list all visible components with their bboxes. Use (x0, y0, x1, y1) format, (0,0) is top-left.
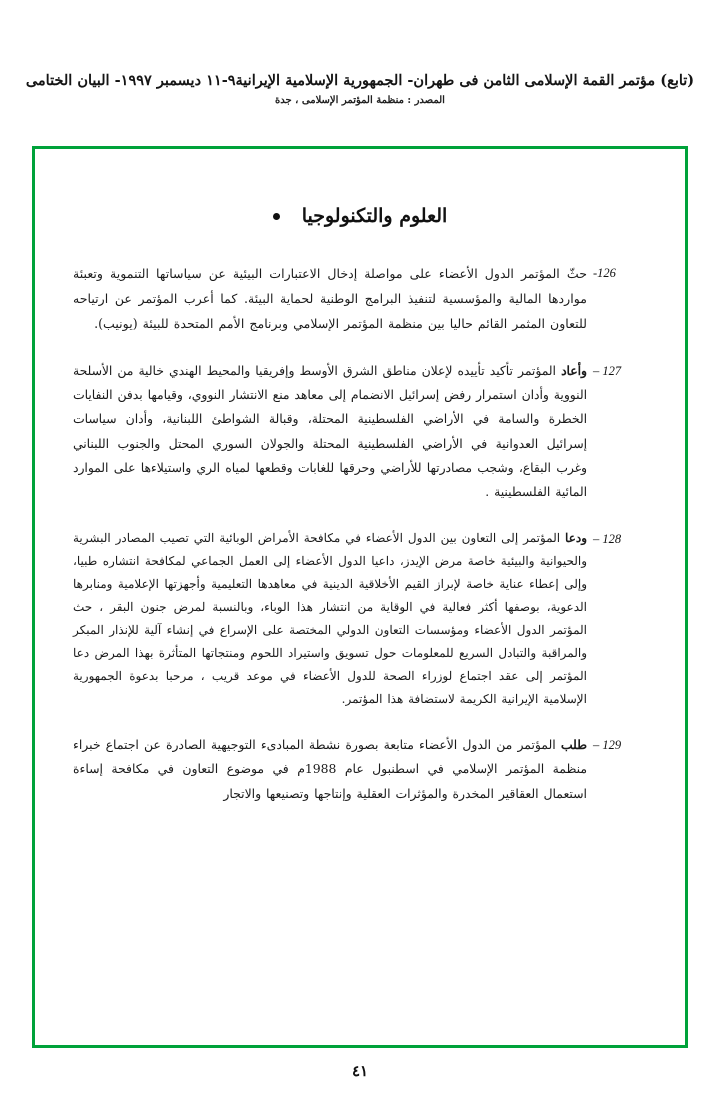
paragraph-body-text: المؤتمر إلى التعاون بين الدول الأعضاء في مكافحة الأمراض الوبائية التي تصيب المصادر البشرية والحيوانية والبيئية خاصة مرض الإيدز، داعيا الدول الأعضاء إلى العمل الجماعي لمكافحة انتشاره طبيا، وإلى إعطاء عناية خاصة لإبراز القيم الأخلاقية الدينية في معاهدها التعليمية وأجهزتها الإعلامية ومنابرها الدعوية، بوصفها أكثر فعالية في الوقاية من انتشار هذا الوباء، وبالنسبة لمرض جنون البقر ، حث المؤتمر الدول الأعضاء ومؤسسات التعاون الدولي المختصة على الإسراع في إنشاء آلية للإنذار المبكر والمراقبة والتبادل السريع للمعلومات حول تسويق واستيراد اللحوم ومنتجاتها المتأثرة بهذا المرض دعا المؤتمر إلى عقد اجتماع لوزراء الصحة للدول الأعضاء في موعد قريب ، مرحبا بدعوة الجمهورية الإسلامية الإيرانية الكريمة لاستضافة هذا المؤتمر. (73, 530, 587, 706)
paragraph-lead-word: ودعا (565, 530, 587, 545)
paragraph-128 (73, 527, 647, 711)
section-title-text: العلوم والتكنولوجيا (301, 205, 448, 227)
paragraph-lead-word: طلب (560, 736, 587, 752)
paragraph-127 (73, 359, 647, 505)
paragraph-text (73, 359, 587, 505)
section-heading (73, 205, 647, 227)
paragraph-body-text: حثّ المؤتمر الدول الأعضاء على مواصلة إدخال الاعتبارات البيئية عن سياساتها التنموية وتعبئة مواردها المالية والمؤسسية لتنفيذ البرامج الوطنية لحماية البيئة. كما أعرب المؤتمر عن ارتياحه للتعاون المثمر القائم حاليا بين منظمة المؤتمر الإسلامي وبرنامج الأمم المتحدة للبيئة (يونيب). (73, 266, 587, 332)
paragraph-lead-word: وأعاد (561, 362, 587, 378)
page-number: ٤١ (351, 1062, 369, 1080)
page-header (0, 72, 720, 106)
bullet-point-icon (273, 213, 280, 220)
header-title-line: (تابع) مؤتمر القمة الإسلامى الثامن فى طهران- الجمهورية الإسلامية الإيرانية٩-١١ ديسمبر ١٩٩٧- البيان الختامى (25, 72, 695, 89)
paragraph-number: 127 – (593, 363, 622, 378)
content-frame-inner (39, 153, 681, 1041)
content-frame (32, 146, 688, 1048)
paragraph-number: 128 – (593, 531, 622, 546)
paragraph-text (73, 261, 587, 337)
paragraph-text (73, 527, 587, 711)
paragraph-body-text: المؤتمر من الدول الأعضاء متابعة بصورة نشطة المبادىء التوجيهية الصادرة عن اجتماع خبراء منظمة المؤتمر الإسلامي في اسطنبول عام 1988م في موضوع التعاون في مكافحة إساءة استعمال العقاقير المخدرة والمؤثرات العقلية وإنتاجها وتصنيعها والاتجار (73, 736, 587, 801)
paragraph-body-text: المؤتمر تأكيد تأييده لإعلان مناطق الشرق الأوسط وإفريقيا والمحيط الهندي خالية من الأسلحة النووية وأدان استمرار رفض إسرائيل الانضمام إلى معاهد منع الانتشار النووي، وقيامها بدفن النفايات الخطرة والسامة في الأراضي الفلسطينية المحتلة، وقبالة الشواطئ اللبنانية، وأدان سياسات إسرائيل العدوانية في الأراضي الفلسطينية المحتلة والجولان السوري المحتل والجنوب اللبناني وغرب البقاع، وشجب مصادرتها للأراضي وحرقها للغابات وقطعها لمياه الري واستيلاءها على الموارد المائية الفلسطينية . (73, 363, 587, 500)
paragraph-126 (73, 261, 647, 337)
paragraph-number: 126- (593, 266, 616, 280)
header-source-line: المصدر : منظمة المؤتمر الإسلامى ، جدة (275, 95, 445, 106)
paragraph-text (73, 733, 587, 807)
paragraph-129 (73, 733, 647, 807)
paragraph-number: 129 – (593, 737, 622, 752)
